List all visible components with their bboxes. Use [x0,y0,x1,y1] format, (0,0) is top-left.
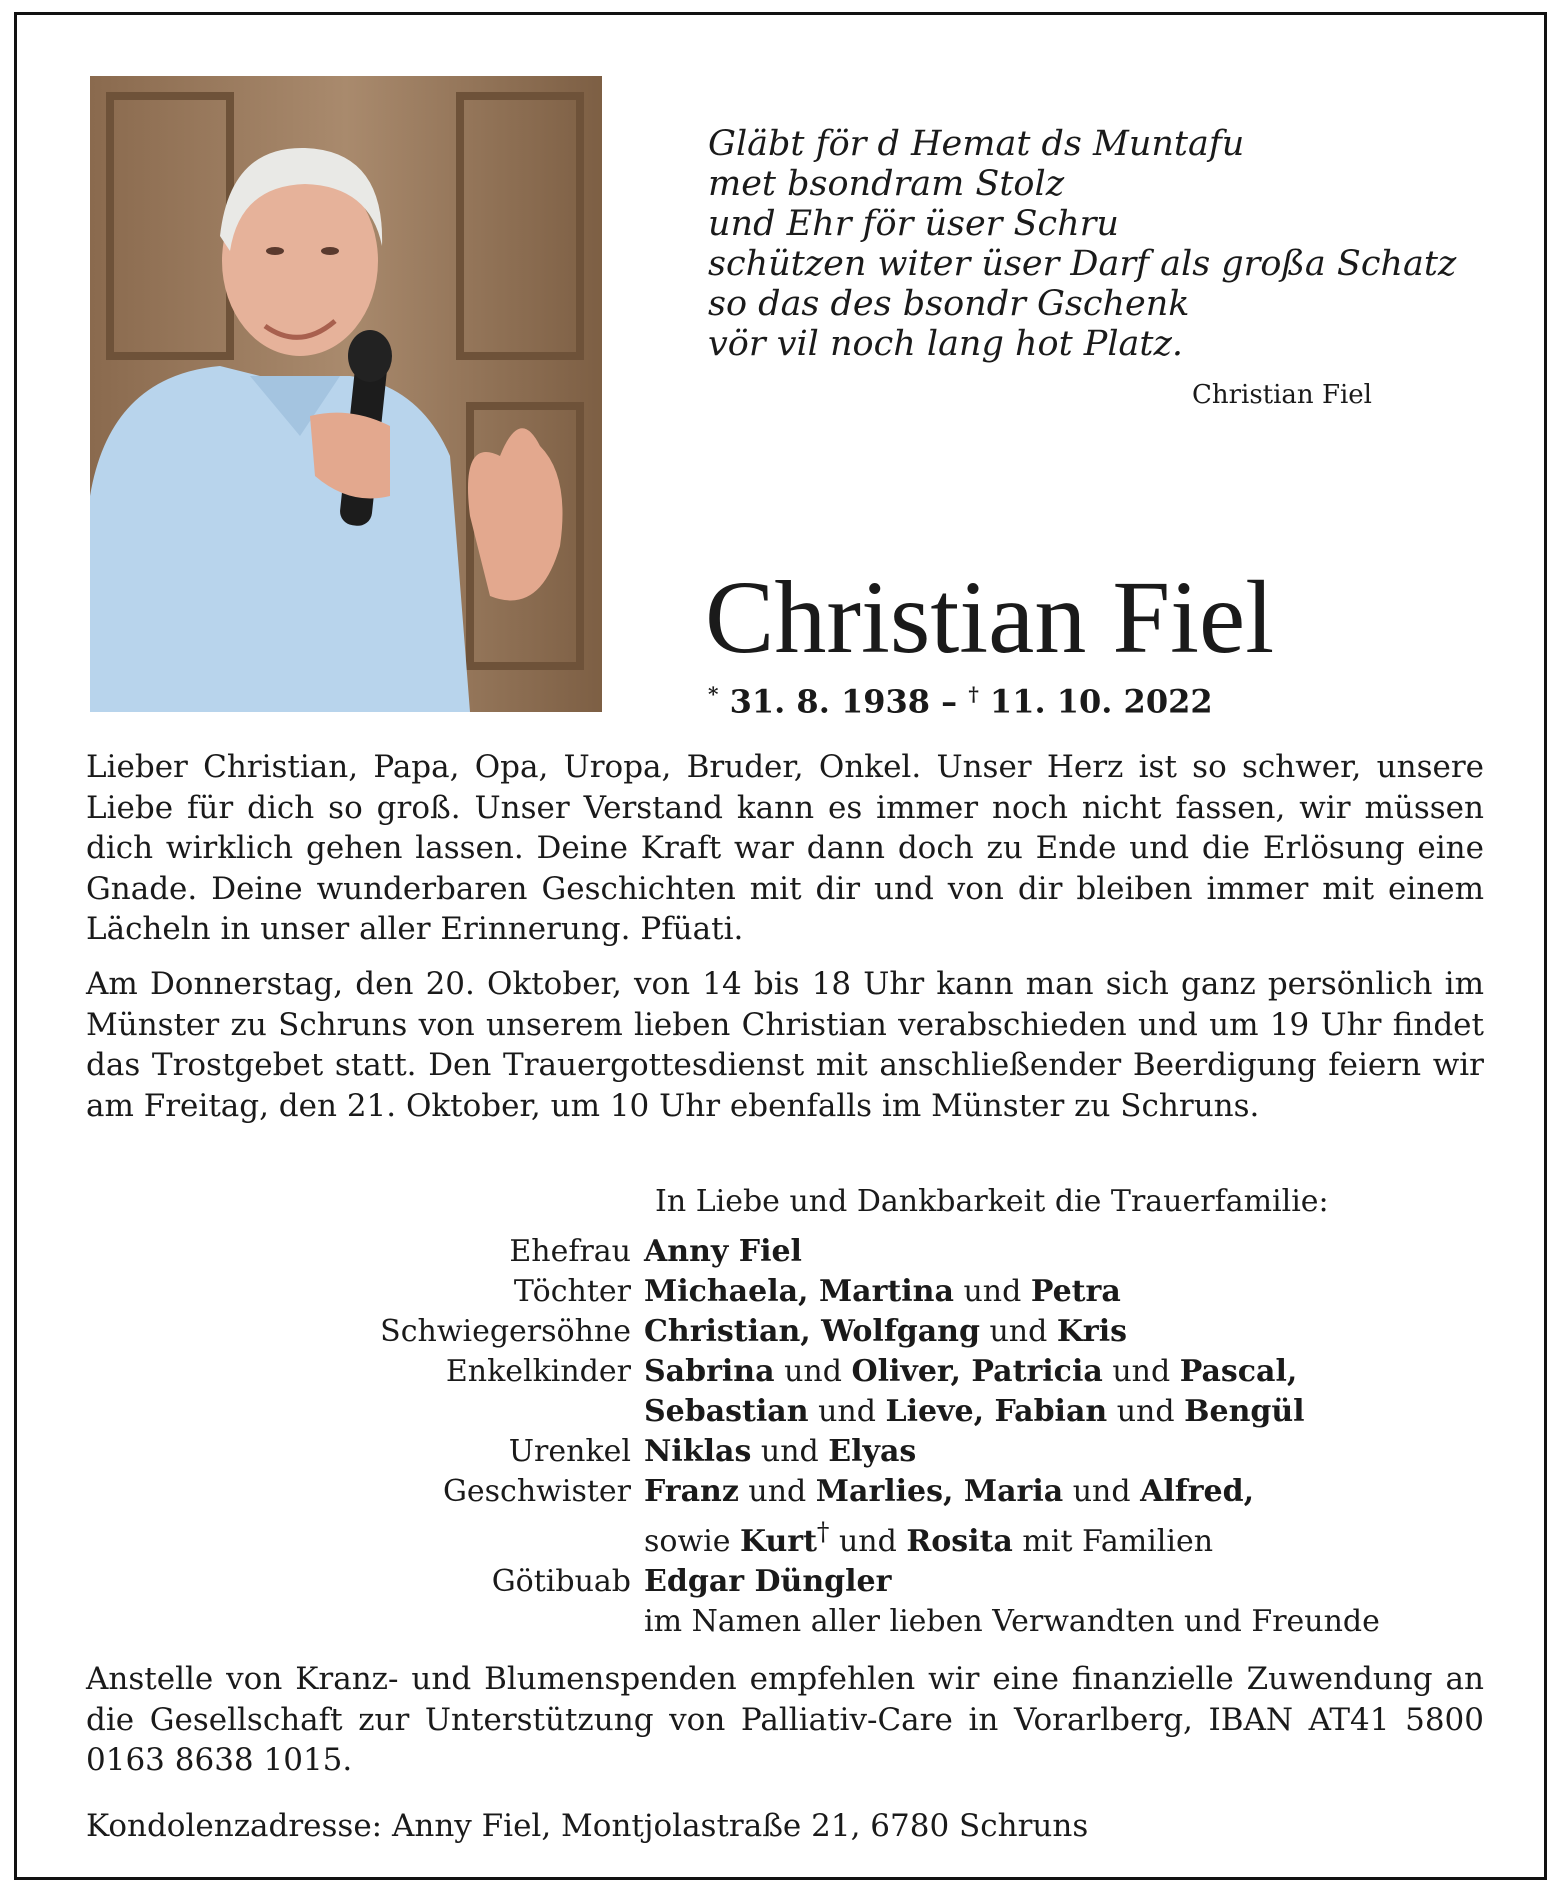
family-row [230,1312,1380,1352]
deceased-name: Christian Fiel [705,560,1275,675]
family-name: Lieve, Fabian [885,1394,1108,1429]
relation-label: Schwiegersöhne [380,1314,631,1349]
condolence-address: Kondolenzadresse: Anny Fiel, Montjolastraße 21, 6780 Schruns [86,1808,1089,1844]
family-row [230,1602,1380,1642]
family-name: Sebastian [644,1394,809,1429]
family-connector: und [979,1314,1057,1349]
birth-symbol: * [708,682,719,706]
family-name: Anny Fiel [644,1234,802,1269]
family-row [230,1272,1380,1312]
family-connector: und [751,1434,829,1469]
death-date: 11. 10. 2022 [989,682,1213,721]
family-name: Elyas [828,1434,917,1469]
deceased-symbol: † [816,1517,830,1546]
poem-author: Christian Fiel [1191,380,1372,410]
family-row [230,1232,1380,1272]
family-row [230,1352,1380,1392]
family-name: Kurt [740,1524,817,1559]
family-name: Martina [818,1274,954,1309]
ceremony-paragraph: Am Donnerstag, den 20. Oktober, von 14 bis 18 Uhr kann man sich ganz persönlich im Münster zu Schruns von unserem lieben Christian verabschieden und um 19 Uhr findet das Trostgebet statt. Den Trauergottesdienst mit anschließender Beerdigung feiern wir am Freitag, den 21. Oktober, um 10 Uhr ebenfalls im Münster zu Schruns. [86,966,1484,1124]
family-row [230,1392,1380,1432]
family-name: Bengül [1184,1394,1305,1429]
family-name: Edgar Düngler [644,1564,892,1599]
portrait-photo [90,76,602,712]
family-intro: In Liebe und Dankbarkeit die Trauerfamilie: [655,1184,1329,1219]
family-connector: und [1063,1474,1141,1509]
poem-line: so das des bsondr Gschenk [708,284,1190,324]
donation-paragraph: Anstelle von Kranz- und Blumenspenden empfehlen wir eine finanzielle Zuwendung an die Gesellschaft zur Unterstützung von Palliativ-Care in Vorarlberg, IBAN AT41 5800 0163 8638 1015. [86,1661,1484,1778]
family-row [230,1432,1380,1472]
family-closing: im Namen aller lieben Verwandten und Freunde [644,1604,1380,1639]
family-connector: und [808,1394,886,1429]
poem-line: schützen witer üser Darf als großa Schatz [708,244,1457,284]
family-connector: und [738,1474,816,1509]
relation-label: Enkelkinder [445,1354,631,1389]
date-separator: – [941,682,958,721]
family-connector: und [1102,1354,1180,1389]
family-connector: mit Familien [1012,1524,1214,1559]
family-connector: und [1107,1394,1185,1429]
family-name: Marlies, Maria [815,1474,1064,1509]
family-name: Rosita [906,1524,1013,1559]
family-row [230,1472,1380,1512]
family-name: Kris [1056,1314,1128,1349]
relation-label: Urenkel [508,1434,631,1469]
poem-line: vör vil noch lang hot Platz. [708,324,1184,364]
relation-label: Ehefrau [509,1234,631,1269]
family-list [230,1232,1380,1642]
poem-line: Gläbt för d Hemat ds Muntafu [708,124,1245,164]
relation-label: Geschwister [442,1474,631,1509]
farewell-paragraph: Lieber Christian, Papa, Opa, Uropa, Bruder, Onkel. Unser Herz ist so schwer, unsere Liebe für dich so groß. Unser Verstand kann es immer noch nicht fassen, wir müssen dich wirklich gehen lassen. Deine Kraft war dann doch zu Ende und die Erlösung eine Gnade. Deine wunderbaren Geschichten mit dir und von dir bleiben immer mit einem Lächeln in unser aller Erinnerung. Pfüati. [86,749,1484,947]
family-connector: sowie [644,1524,741,1559]
relation-label: Götibuab [491,1564,631,1599]
birth-date: 31. 8. 1938 [729,682,931,721]
family-name: Christian, Wolfgang [644,1314,980,1349]
poem [708,124,1457,364]
death-symbol: † [968,682,979,706]
family-name: Petra [1030,1274,1121,1309]
portrait-illustration [90,76,602,712]
family-name: Pascal, [1179,1354,1298,1389]
life-dates [708,682,1213,721]
family-name: Alfred, [1140,1474,1255,1509]
family-name: Oliver, Patricia [851,1354,1103,1389]
poem-line: met bsondram Stolz [708,164,1065,204]
family-connector: , [798,1274,819,1309]
family-name: Niklas [644,1434,752,1469]
family-connector: und [953,1274,1031,1309]
family-row [230,1512,1380,1562]
family-name: Sabrina [644,1354,775,1389]
family-connector: und [774,1354,852,1389]
family-name: Michaela [644,1274,799,1309]
family-connector: und [829,1524,907,1559]
relation-label: Töchter [513,1274,631,1309]
family-row [230,1562,1380,1602]
poem-line: und Ehr för üser Schru [708,204,1119,244]
family-name: Franz [644,1474,739,1509]
